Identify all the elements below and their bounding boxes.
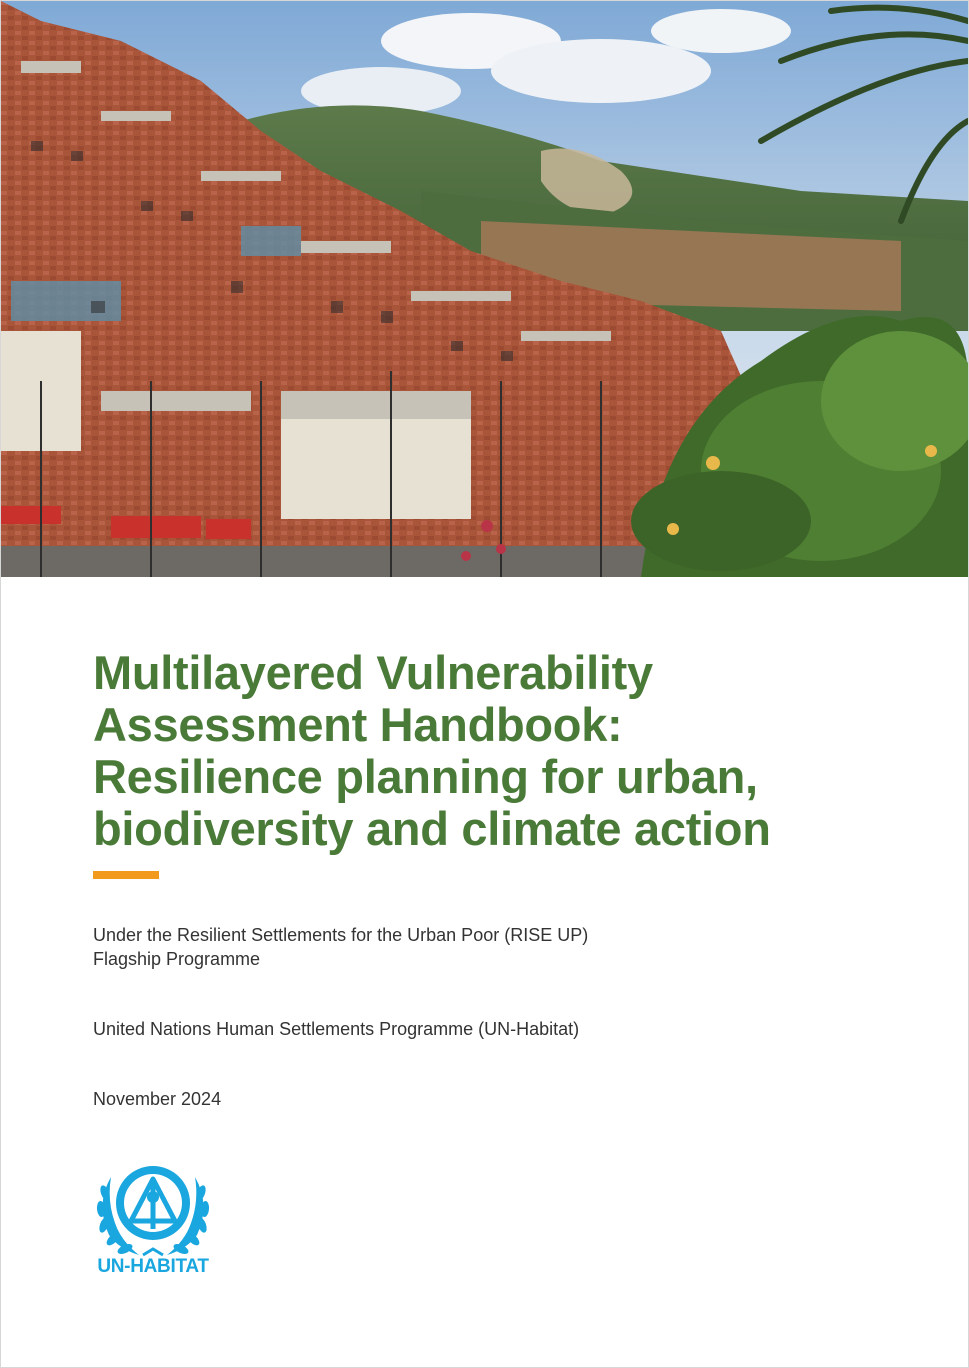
organization-name: United Nations Human Settlements Programme (UN-Habitat) (93, 1019, 580, 1039)
programme-line-2: Flagship Programme (93, 949, 261, 969)
publication-date: November 2024 (93, 1089, 222, 1109)
un-habitat-wordmark: UN-HABITAT (97, 1256, 209, 1277)
programme-statement (93, 923, 588, 971)
cover-photo (1, 1, 968, 577)
title-line-4: biodiversity and climate action (93, 802, 771, 855)
accent-divider (93, 871, 159, 879)
programme-line-1: Under the Resilient Settlements for the Urban Poor (RISE UP) (93, 925, 589, 945)
title-line-2: Assessment Handbook: (93, 698, 623, 751)
report-title (93, 647, 893, 855)
title-line-3: Resilience planning for urban, (93, 750, 758, 803)
title-line-1: Multilayered Vulnerability (93, 646, 653, 699)
